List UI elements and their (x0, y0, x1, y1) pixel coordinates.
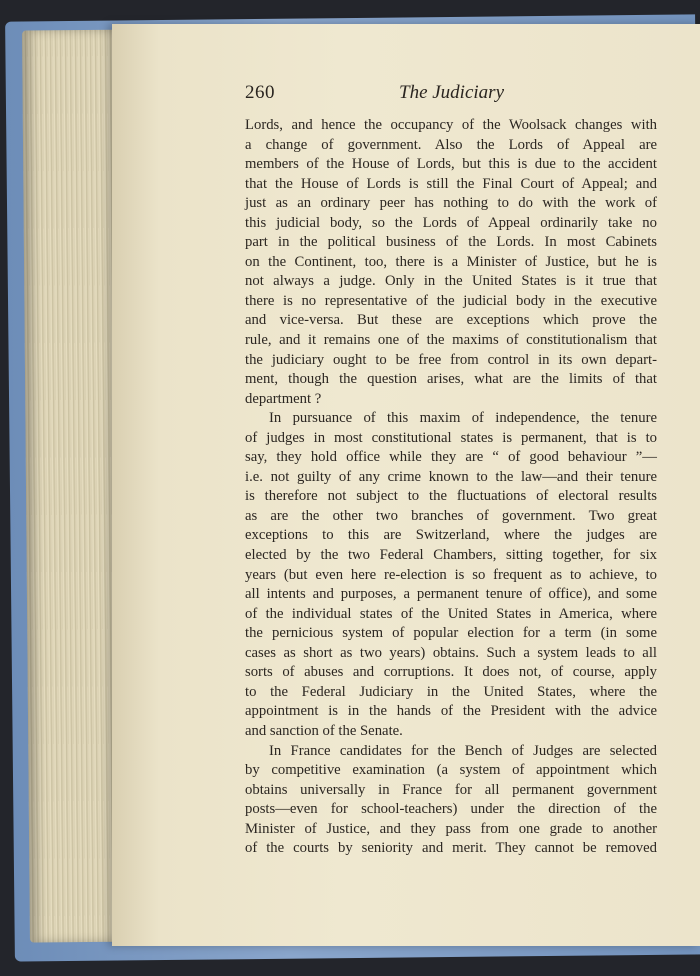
text-line: of the courts by seniority and merit. They cannot be removed (245, 840, 657, 857)
text-line: Minister of Justice, and they pass from one grade to another (245, 820, 657, 837)
text-line: not always a judge. Only in the United States is it true that (245, 273, 657, 290)
running-head: The Judiciary (399, 82, 505, 103)
text-line: rule, and it remains one of the maxims of constitutionalism that (245, 332, 657, 349)
text-line: to the Federal Judiciary in the United States, where the (245, 683, 657, 700)
text-line: just as an ordinary peer has nothing to do with the work of (245, 195, 657, 212)
text-line: is therefore not subject to the fluctuations of electoral results (245, 488, 657, 505)
text-line: appointment is in the hands of the President with the advice (245, 703, 657, 720)
text-line: this judicial body, so the Lords of Appeal ordinarily take no (245, 214, 657, 231)
text-line: i.e. not guilty of any crime known to the law—and their tenure (245, 468, 657, 485)
text-line: all intents and purposes, a permanent tenure of office), and some (245, 586, 657, 603)
paragraph-3 (245, 742, 657, 859)
text-line: the pernicious system of popular election for a term (in some (245, 625, 657, 642)
paragraph-1 (245, 116, 657, 409)
text-line: years (but even here re-election is so frequent as to achieve, to (245, 566, 657, 583)
text-line: posts—even for school-teachers) under the direction of the (245, 801, 657, 818)
text-line: In France candidates for the Bench of Judges are selected (269, 742, 657, 759)
text-line: of judges in most constitutional states is permanent, that is to (245, 429, 657, 446)
text-line: sorts of abuses and corruptions. It does not, of course, apply (245, 664, 657, 681)
text-line: the judiciary ought to be free from control in its own depart- (245, 351, 657, 368)
page-number: 260 (245, 82, 275, 103)
text-line: there is no representative of the judicial body in the executive (245, 292, 657, 309)
text-line: as are the other two branches of government. Two great (245, 507, 657, 524)
text-line: members of the House of Lords, but this is due to the accident (245, 156, 657, 173)
text-line: say, they hold office while they are “ of good behaviour ”— (245, 449, 657, 466)
page-header (245, 82, 655, 106)
text-line: ment, though the question arises, what are the limits of that (245, 371, 657, 388)
text-line: cases as short as two years) obtains. Such a system leads to all (245, 644, 657, 661)
text-line: and sanction of the Senate. (245, 722, 403, 739)
text-line: In pursuance of this maxim of independence, the tenure (269, 410, 657, 427)
text-line: obtains universally in France for all permanent government (245, 781, 657, 798)
text-line: part in the political business of the Lords. In most Cabinets (245, 234, 657, 251)
text-line: on the Continent, too, there is a Minister of Justice, but he is (245, 253, 657, 270)
text-line: a change of government. Also the Lords of Appeal are (245, 136, 657, 153)
text-line: department ? (245, 390, 322, 407)
text-line: and vice-versa. But these are exceptions which prove the (245, 312, 657, 329)
text-line: of the individual states of the United States in America, where (245, 605, 657, 622)
text-line: Lords, and hence the occupancy of the Woolsack changes with (245, 117, 657, 133)
body-text (245, 116, 657, 859)
text-line: that the House of Lords is still the Final Court of Appeal; and (245, 175, 657, 192)
text-line: by competitive examination (a system of appointment which (245, 762, 657, 779)
paragraph-2 (245, 409, 657, 741)
text-line: elected by the two Federal Chambers, sitting together, for six (245, 547, 657, 564)
text-line: exceptions to this are Switzerland, where the judges are (245, 527, 657, 544)
